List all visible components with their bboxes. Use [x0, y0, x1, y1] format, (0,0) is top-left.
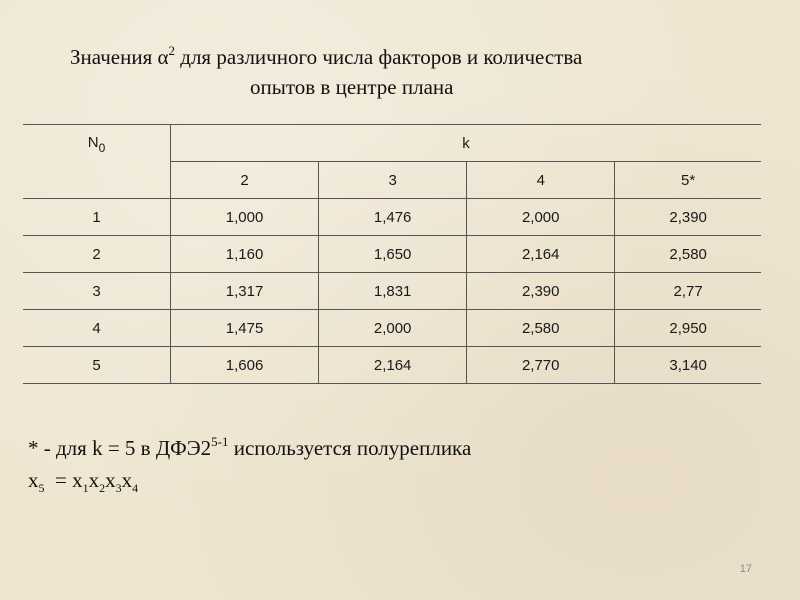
table-header-row — [23, 125, 761, 162]
table-row — [23, 347, 761, 384]
footnote — [28, 432, 471, 496]
formula-x5-subscript: 5 — [38, 481, 45, 495]
formula-term: x — [88, 468, 100, 492]
formula-term-subscript: 4 — [132, 481, 139, 495]
table-row — [23, 199, 761, 236]
page-number: 17 — [739, 563, 752, 575]
k-value-cell: 4 — [467, 162, 615, 199]
value-cell: 3,140 — [615, 347, 761, 384]
formula-x5: x — [28, 468, 39, 492]
n0-label: N — [87, 134, 99, 151]
n0-cell: 4 — [23, 310, 171, 347]
value-cell: 2,390 — [615, 199, 761, 236]
title-line-1 — [70, 42, 582, 72]
footnote-line-1 — [28, 432, 471, 464]
formula-term-subscript: 1 — [82, 481, 89, 495]
k-header-cell: k — [171, 125, 762, 162]
footnote-text-after: используется полуреплика — [228, 436, 472, 460]
alpha-values-table — [23, 124, 761, 384]
n0-header-cell — [23, 125, 171, 199]
formula-term: x — [72, 468, 83, 492]
footnote-text-before: * - для k = 5 в ДФЭ2 — [28, 436, 212, 460]
value-cell: 2,770 — [467, 347, 615, 384]
value-cell: 2,000 — [467, 199, 615, 236]
n0-cell: 1 — [23, 199, 171, 236]
value-cell: 1,606 — [171, 347, 319, 384]
value-cell: 2,164 — [467, 236, 615, 273]
value-cell: 2,390 — [467, 273, 615, 310]
formula-equals: = — [44, 468, 73, 492]
formula-term-subscript: 3 — [115, 481, 122, 495]
title-text-before-alpha: Значения α — [70, 45, 169, 69]
value-cell: 2,580 — [615, 236, 761, 273]
value-cell: 1,000 — [171, 199, 319, 236]
formula-term: x — [105, 468, 116, 492]
value-cell: 1,831 — [319, 273, 467, 310]
n0-subscript: 0 — [98, 141, 106, 155]
value-cell: 1,160 — [171, 236, 319, 273]
title-text-after-alpha: для различного числа факторов и количества — [175, 45, 583, 69]
dfe-exponent: 5-1 — [211, 434, 229, 449]
value-cell: 2,77 — [615, 273, 761, 310]
value-cell: 1,475 — [171, 310, 319, 347]
k-value-cell: 5* — [615, 162, 761, 199]
k-value-cell: 3 — [319, 162, 467, 199]
value-cell: 2,580 — [467, 310, 615, 347]
value-cell: 2,164 — [319, 347, 467, 384]
formula-term: x — [121, 468, 133, 492]
alpha-exponent: 2 — [168, 43, 176, 58]
n0-cell: 2 — [23, 236, 171, 273]
n0-cell: 5 — [23, 347, 171, 384]
value-cell: 1,476 — [319, 199, 467, 236]
table-row — [23, 310, 761, 347]
table-row — [23, 273, 761, 310]
value-cell: 1,317 — [171, 273, 319, 310]
n0-cell: 3 — [23, 273, 171, 310]
value-cell: 1,650 — [319, 236, 467, 273]
title-line-2: опытов в центре плана — [250, 75, 454, 99]
k-value-cell: 2 — [171, 162, 319, 199]
footnote-formula — [28, 464, 471, 496]
value-cell: 2,000 — [319, 310, 467, 347]
table-row — [23, 236, 761, 273]
formula-term-subscript: 2 — [99, 481, 106, 495]
value-cell: 2,950 — [615, 310, 761, 347]
